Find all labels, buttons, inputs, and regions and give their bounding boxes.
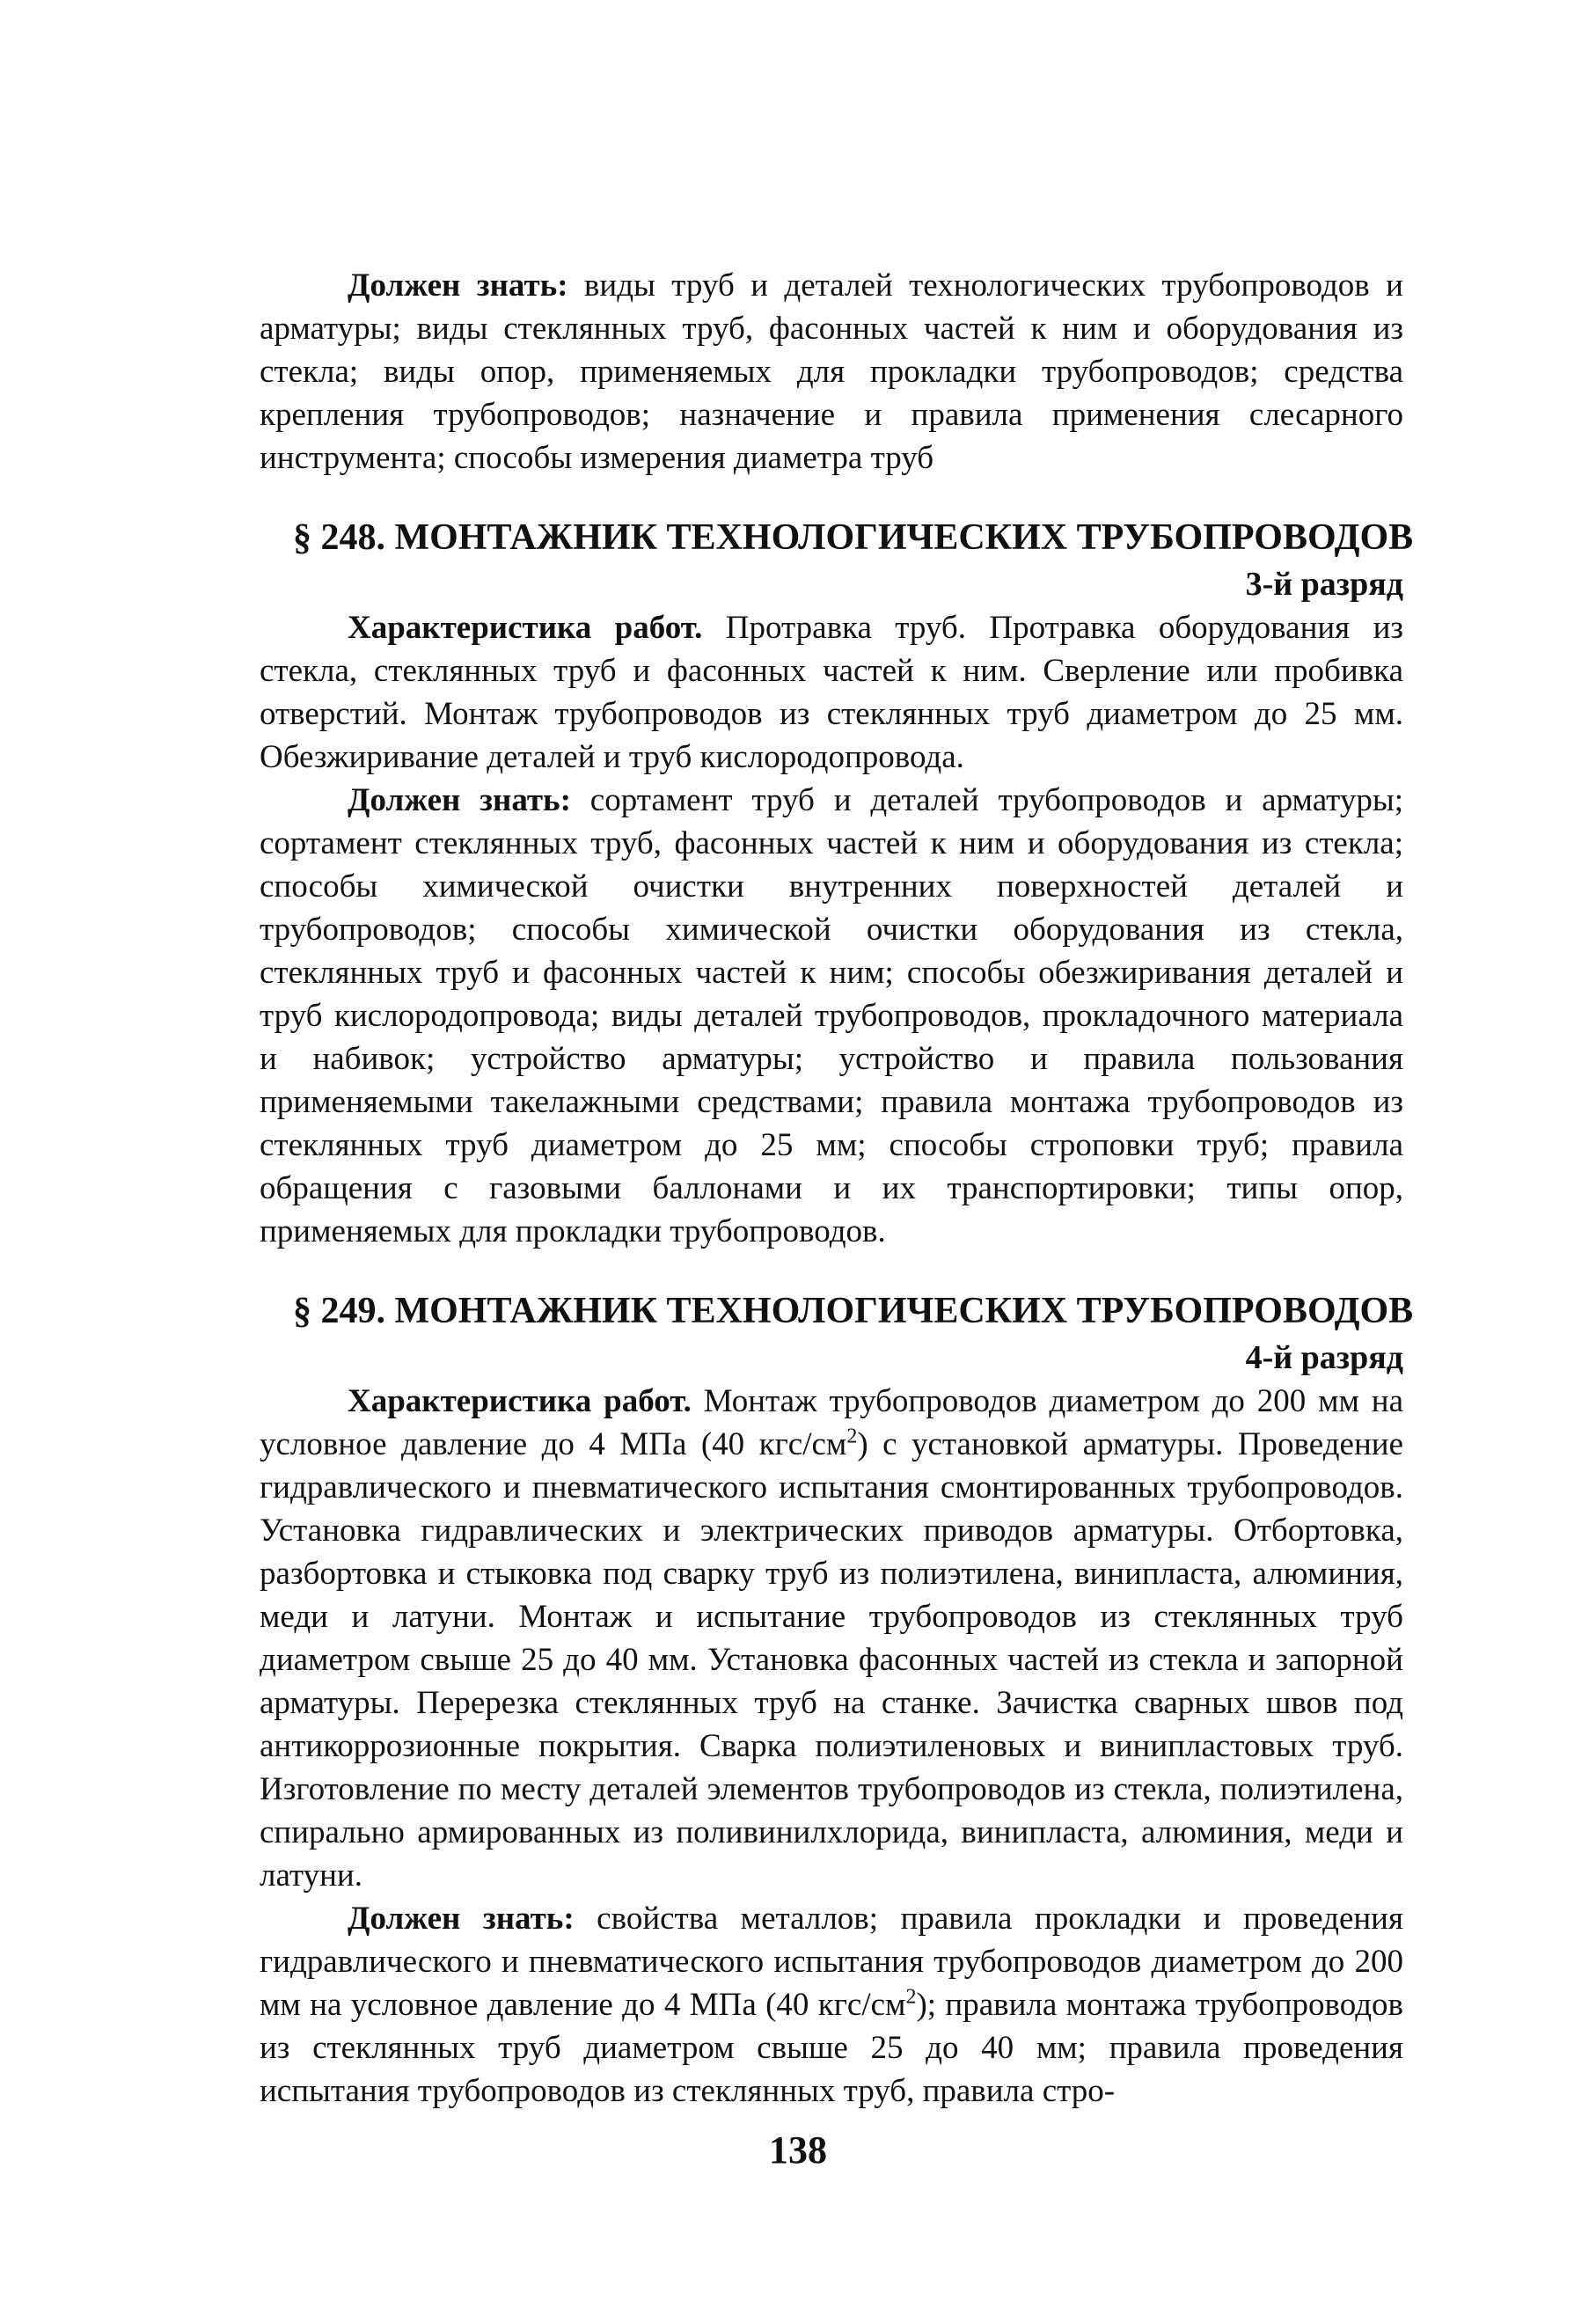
- superscript: 2: [905, 1985, 917, 2009]
- section-249-know-paragraph: [260, 1897, 1403, 2113]
- section-249-know-text-b: ); правила монтажа трубопроводов из стеклянных труб диаметром свыше 25 до 40 мм; правила проведения испытания трубопроводов из стеклянных труб, правила стро-: [260, 1987, 1403, 2109]
- work-characteristics-label: Характеристика работ.: [348, 610, 703, 646]
- must-know-label: Должен знать:: [348, 782, 571, 818]
- page-number: 138: [769, 2128, 827, 2172]
- page-content: [260, 264, 1414, 2113]
- section-249-work-text-b: ) с установкой арматуры. Проведение гидравлического и пневматического испытания смонтированных трубопроводов. Установка гидравлических и электрических приводов арматуры. Отбортовка, разбортовка и стыковка под сварку труб из полиэтилена, винипласта, алюминия, меди и латуни. Монтаж и испытание трубопроводов из стеклянных труб диаметром свыше 25 до 40 мм. Установка фасонных частей из стекла и запорной арматуры. Перерезка стеклянных труб на станке. Зачистка сварных швов под антикоррозионные покрытия. Сварка полиэтиленовых и винипластовых труб. Изготовление по месту деталей элементов трубопроводов из стекла, полиэтилена, спирально армированных из поливинилхлорида, винипласта, алюминия, меди и латуни.: [260, 1426, 1403, 1894]
- section-249-title: § 249. МОНТАЖНИК ТЕХНОЛОГИЧЕСКИХ ТРУБОПРОВОДОВ: [293, 1291, 1414, 1331]
- section-248-title: § 248. МОНТАЖНИК ТЕХНОЛОГИЧЕСКИХ ТРУБОПРОВОДОВ: [293, 517, 1414, 558]
- intro-paragraph: [260, 264, 1403, 480]
- must-know-label: Должен знать:: [348, 1901, 575, 1937]
- superscript: 2: [846, 1425, 858, 1448]
- section-249-grade: 4-й разряд: [1245, 1339, 1403, 1376]
- section-248-grade: 3-й разряд: [1245, 566, 1403, 603]
- section-249-work-text-a: Монтаж трубопроводов диаметром до 200 мм на условное давление до 4 МПа (40 кгс/см: [260, 1383, 1403, 1462]
- section-248-know-paragraph: [260, 779, 1403, 1253]
- section-248-work-text: Протравка труб. Протравка оборудования из стекла, стеклянных труб и фасонных частей к ним. Сверление или пробивка отверстий. Монтаж трубопроводов из стеклянных труб диаметром до 25 мм. Обезжиривание деталей и труб кислородопровода.: [260, 610, 1403, 775]
- section-248-work-paragraph: [260, 606, 1403, 779]
- section-249-work-paragraph: [260, 1380, 1403, 1897]
- section-249-know-text-a: свойства металлов; правила прокладки и проведения гидравлического и пневматического испытания трубопроводов диаметром до 200 мм на условное давление до 4 МПа (40 кгс/см: [260, 1901, 1403, 2023]
- must-know-label: Должен знать:: [348, 267, 568, 304]
- intro-text: виды труб и деталей технологических трубопроводов и арматуры; виды стеклянных труб, фасонных частей к ним и оборудования из стекла; виды опор, применяемых для прокладки трубопроводов; средства крепления трубопроводов; назначение и правила применения слесарного инструмента; способы измерения диаметра труб: [260, 267, 1403, 476]
- section-248-know-text: сортамент труб и деталей трубопроводов и арматуры; сортамент стеклянных труб, фасонных частей к ним и оборудования из стекла; способы химической очистки внутренних поверхностей деталей и трубопроводов; способы химической очистки оборудования из стекла, стеклянных труб и фасонных частей к ним; способы обезжиривания деталей и труб кислородопровода; виды деталей трубопроводов, прокладочного материала и набивок; устройство арматуры; устройство и правила пользования применяемыми такелажными средствами; правила монтажа трубопроводов из стеклянных труб диаметром до 25 мм; способы строповки труб; правила обращения с газовыми баллонами и их транспортировки; типы опор, применяемых для прокладки трубопроводов.: [260, 782, 1403, 1249]
- work-characteristics-label: Характеристика работ.: [348, 1383, 692, 1419]
